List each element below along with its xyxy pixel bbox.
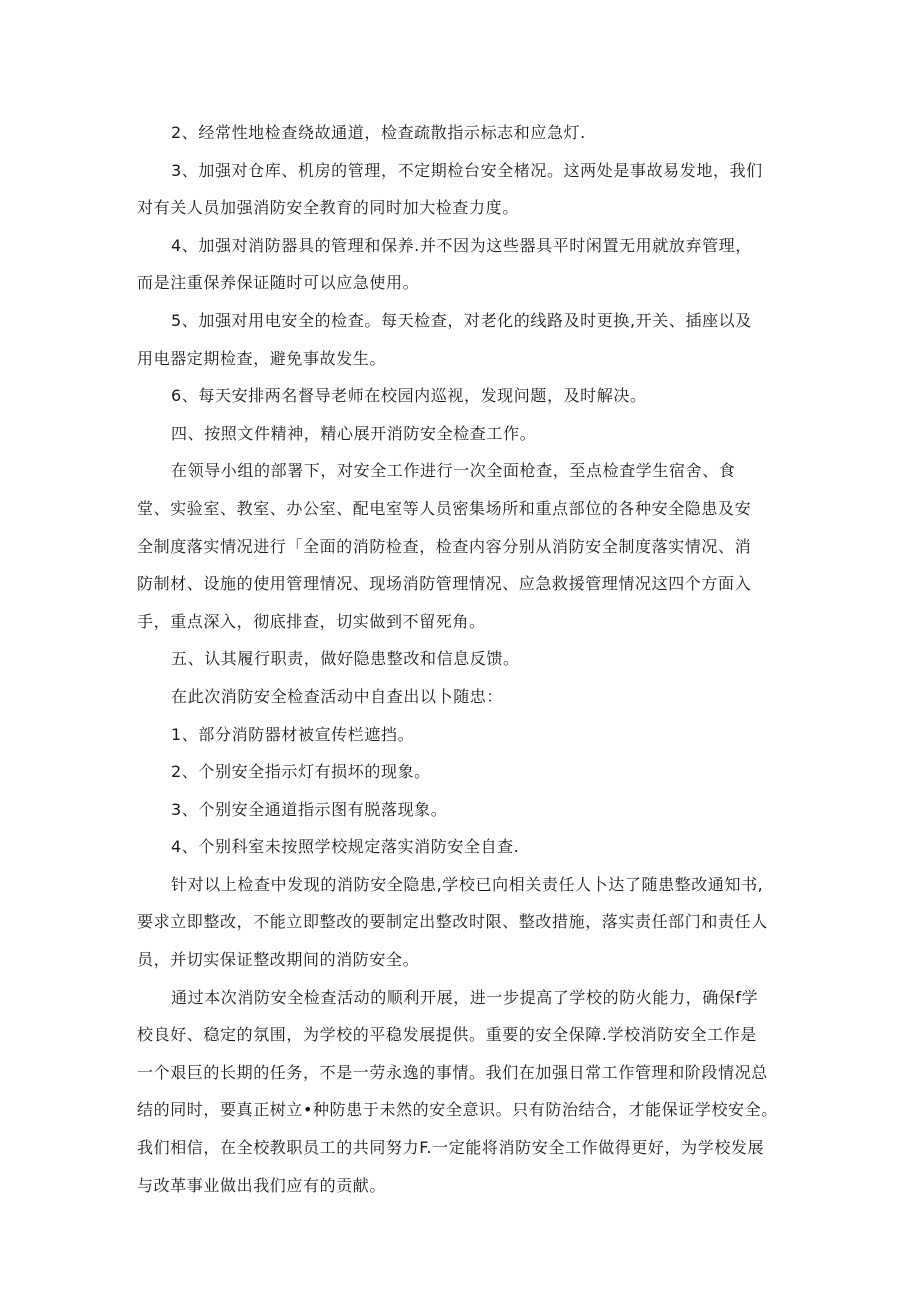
text-line: 四、按照文件精神，精心展开消防安全检查工作。	[171, 423, 537, 443]
text-line: 在领导小组的部署下，对安全工作进行一次全面枪查，至点检査学生宿舍、食	[171, 461, 736, 481]
text-line: 2、经常性地检查绕故通道，检查疏散指示标志和应急灯.	[171, 123, 586, 142]
text-line: 全制度落实情况进行「全面的消防检查，检查内容分别从消防安全制度落实情况、消	[137, 536, 752, 556]
text-line: 五、认其履行职责，做好隐患整改和信息反馈。	[171, 649, 520, 669]
text-line: 员，并切实保证整改期间的消防安全。	[137, 950, 420, 970]
issue-item-3	[137, 791, 782, 829]
paragraph-2	[137, 152, 782, 227]
paragraph-7	[137, 452, 782, 640]
paragraph-5	[137, 377, 782, 415]
text-line: 手，重点深入，彻底排查，切实做到不留死角。	[137, 611, 486, 631]
issue-item-2	[137, 753, 782, 791]
text-line: 4、加强对消防器具的管理和保养.并不因为这些器具平时闲置无用就放弃管理，	[171, 235, 752, 255]
text-line: 对有关人员加强消防安全教育的同时加大检查力度。	[137, 198, 519, 218]
issue-item-1	[137, 716, 782, 754]
text-line: 在此次消防安全检查活动中自查出以卜随忠：	[171, 686, 504, 706]
paragraph-1	[137, 114, 782, 152]
text-line: 2、个别安全指示灯有损坏的现象。	[171, 762, 431, 782]
issue-item-4	[137, 828, 782, 866]
paragraph-4	[137, 302, 782, 377]
text-line: 一个艰巨的长期的任务，不是一劳永逸的事情。我们在加强日常工作管理和阶段情况总	[137, 1062, 768, 1082]
text-line: 用电器定期检查，避免事故发生。	[137, 348, 387, 368]
section-heading-4	[137, 415, 782, 453]
text-line: 6、每天安排两名督导老师在校园内巡视，发现问题，及时解决。	[171, 386, 647, 406]
text-line: 针对以上检查中发现的消防安全隐患,学校已向相关责任人卜达了随患整改通知书,	[171, 874, 764, 894]
text-line: 结的同时，要真正树立•种防患于未然的安全意识。只有防治结合，才能保证学校安全。	[137, 1100, 778, 1120]
text-line: 4、个别科室未按照学校规定落实消防安全自查.	[171, 837, 520, 857]
paragraph-3	[137, 227, 782, 302]
section-heading-5	[137, 640, 782, 678]
text-line: 5、加强对用电安全的检查。每天检查，对老化的线路及时更换,开关、插座以及	[171, 310, 752, 330]
text-line: 校良好、稳定的氛围，为学校的平稳发展提供。重要的安全保障.学校消防安全工作是	[137, 1025, 757, 1045]
text-line: 我们相信，在全校教职员工的共同努力F.一定能将消防安全工作做得更好，为学校发展	[137, 1138, 765, 1158]
paragraph-14	[137, 866, 782, 979]
text-line: 防制材、设施的使用管理情况、现场消防管理情况、应急救援管理情况这四个方面入	[137, 574, 752, 594]
paragraph-15	[137, 979, 782, 1205]
text-line: 堂、实验室、教室、办公室、配电室等人员密集场所和重点部位的各种安全隐患及安	[137, 498, 752, 518]
text-line: 要求立即整改，不能立即整改的要制定出整改时限、整改措施，落实责任部门和责任人	[137, 912, 768, 932]
text-line: 而是注重保养保证随时可以应急使用。	[137, 273, 420, 293]
text-line: 与改革事业做出我们应有的贡献。	[137, 1175, 387, 1195]
text-line: 1、部分消防器材被宣传栏遮挡。	[171, 724, 415, 744]
paragraph-9	[137, 678, 782, 716]
text-line: 3、个别安全通道指示图有脱落现象。	[171, 799, 448, 819]
document-body	[137, 114, 782, 1204]
text-line: 通过本次消防安全检查活动的顺利开展，进一步提高了学校的防火能力，确保f学	[171, 987, 759, 1007]
text-line: 3、加强对仓库、机房的管理，不定期检台安全楮况。这两处是事故易发地，我们	[171, 160, 763, 180]
